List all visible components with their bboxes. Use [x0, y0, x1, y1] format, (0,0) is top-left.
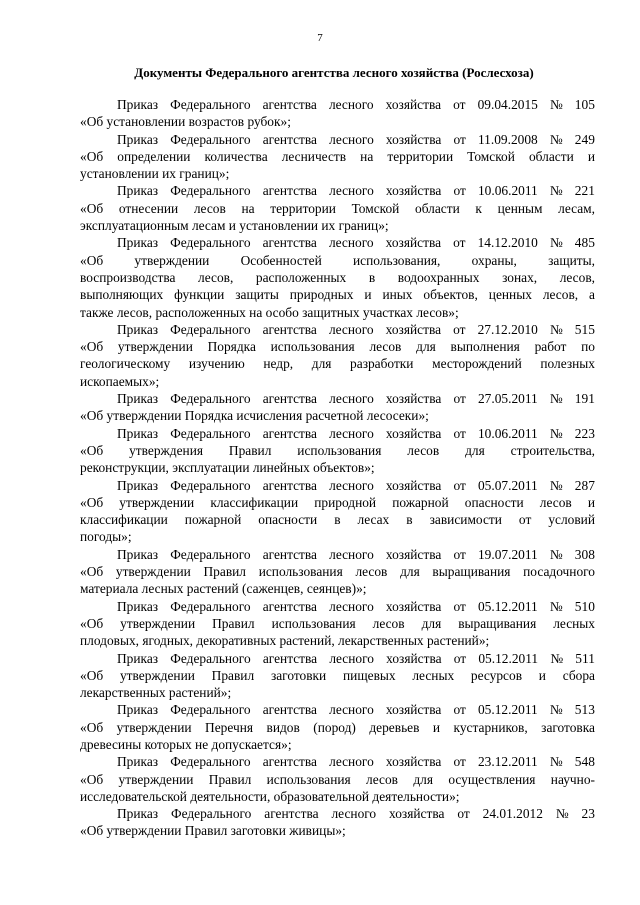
order-title-line: Приказ Федерального агентства лесного хозяйства от 27.12.2010 № 515: [117, 321, 595, 337]
order-title-line: Приказ Федерального агентства лесного хозяйства от 19.07.2011 № 308: [117, 546, 595, 562]
order-text-line: «Об утверждения Правил использования лесов для строительства,: [80, 442, 595, 458]
section-heading: Документы Федерального агентства лесного хозяйства (Рослесхоза): [134, 65, 534, 80]
order-title-line: Приказ Федерального агентства лесного хозяйства от 05.12.2011 № 513: [117, 702, 595, 718]
order-title-line: Приказ Федерального агентства лесного хозяйства от 14.12.2010 № 485: [117, 235, 595, 251]
order-text-line: «Об установлении возрастов рубок»;: [80, 114, 291, 130]
page-number: 7: [317, 32, 323, 44]
order-entry: [80, 234, 595, 320]
order-text-line: «Об утверждении Правил заготовки пищевых лесных ресурсов и сбора: [80, 667, 595, 683]
order-list: [80, 96, 595, 840]
order-text-line: «Об утверждении Правил использования лесов для осуществления научно-: [80, 771, 595, 787]
order-title-line: Приказ Федерального агентства лесного хозяйства от 11.09.2008 № 249: [117, 131, 595, 147]
order-entry: [80, 182, 595, 234]
order-text-line: «Об утверждении Особенностей использования, охраны, защиты,: [80, 252, 595, 268]
order-text-line: выполняющих функции защиты природных и иных объектов, ценных лесов, а: [80, 287, 595, 303]
order-text-line: «Об утверждении Правил использования лесов для выращивания посадочного: [80, 564, 595, 580]
order-text-line: исследовательской деятельности, образовательной деятельности»;: [80, 788, 460, 804]
order-text-line: воспроизводства лесов, расположенных в водоохранных зонах, лесов,: [80, 269, 595, 285]
order-title-line: Приказ Федерального агентства лесного хозяйства от 10.06.2011 № 223: [117, 425, 595, 441]
order-text-line: установлении их границ»;: [80, 166, 230, 182]
order-entry: [80, 546, 595, 598]
order-text-line: классификации пожарной опасности в лесах в зависимости от условий: [80, 512, 595, 528]
order-text-line: «Об утверждении Порядка исчисления расчетной лесосеки»;: [80, 408, 429, 424]
order-text-line: погоды»;: [80, 529, 132, 545]
order-text-line: «Об отнесении лесов на территории Томской области к ценным лесам,: [80, 200, 595, 216]
order-text-line: древесины которых не допускается»;: [80, 736, 292, 752]
order-text-line: «Об утверждении классификации природной пожарной опасности лесов и: [80, 494, 595, 510]
order-text-line: также лесов, расположенных на особо защитных участках лесов»;: [80, 304, 459, 320]
order-text-line: «Об утверждении Правил заготовки живицы»;: [80, 823, 346, 839]
order-text-line: «Об утверждении Перечня видов (пород) деревьев и кустарников, заготовка: [80, 719, 595, 735]
order-text-line: эксплуатационным лесам и установлении их границ»;: [80, 218, 389, 234]
order-entry: [80, 701, 595, 753]
order-entry: [80, 321, 595, 390]
order-text-line: «Об утверждении Порядка использования лесов для выполнения работ по: [80, 339, 595, 355]
order-title-line: Приказ Федерального агентства лесного хозяйства от 05.12.2011 № 511: [117, 650, 595, 666]
order-text-line: реконструкции, эксплуатации линейных объектов»;: [80, 460, 375, 476]
order-entry: [80, 598, 595, 650]
order-title-line: Приказ Федерального агентства лесного хозяйства от 09.04.2015 № 105: [117, 97, 595, 112]
order-entry: [80, 425, 595, 477]
order-title-line: Приказ Федерального агентства лесного хозяйства от 24.01.2012 № 23: [117, 806, 595, 822]
order-text-line: плодовых, ягодных, декоративных растений, лекарственных растений»;: [80, 633, 490, 649]
order-title-line: Приказ Федерального агентства лесного хозяйства от 23.12.2011 № 548: [117, 754, 595, 770]
order-entry: [80, 805, 595, 840]
order-title-line: Приказ Федерального агентства лесного хозяйства от 27.05.2011 № 191: [117, 391, 595, 407]
order-entry: [80, 96, 595, 131]
order-text-line: геологическому изучению недр, для разработки месторождений полезных: [80, 356, 595, 372]
order-text-line: «Об утверждении Правил использования лесов для выращивания лесных: [80, 615, 595, 631]
order-text-line: ископаемых»;: [80, 373, 160, 389]
order-text-line: «Об определении количества лесничеств на территории Томской области и: [80, 148, 595, 164]
order-title-line: Приказ Федерального агентства лесного хозяйства от 05.12.2011 № 510: [117, 598, 595, 614]
order-text-line: лекарственных растений»;: [80, 685, 232, 701]
order-entry: [80, 131, 595, 183]
order-entry: [80, 650, 595, 702]
order-title-line: Приказ Федерального агентства лесного хозяйства от 10.06.2011 № 221: [117, 183, 595, 199]
order-title-line: Приказ Федерального агентства лесного хозяйства от 05.07.2011 № 287: [117, 477, 595, 493]
order-entry: [80, 477, 595, 546]
order-entry: [80, 390, 595, 425]
order-entry: [80, 753, 595, 805]
order-text-line: материала лесных растений (саженцев, сеянцев)»;: [80, 581, 367, 597]
